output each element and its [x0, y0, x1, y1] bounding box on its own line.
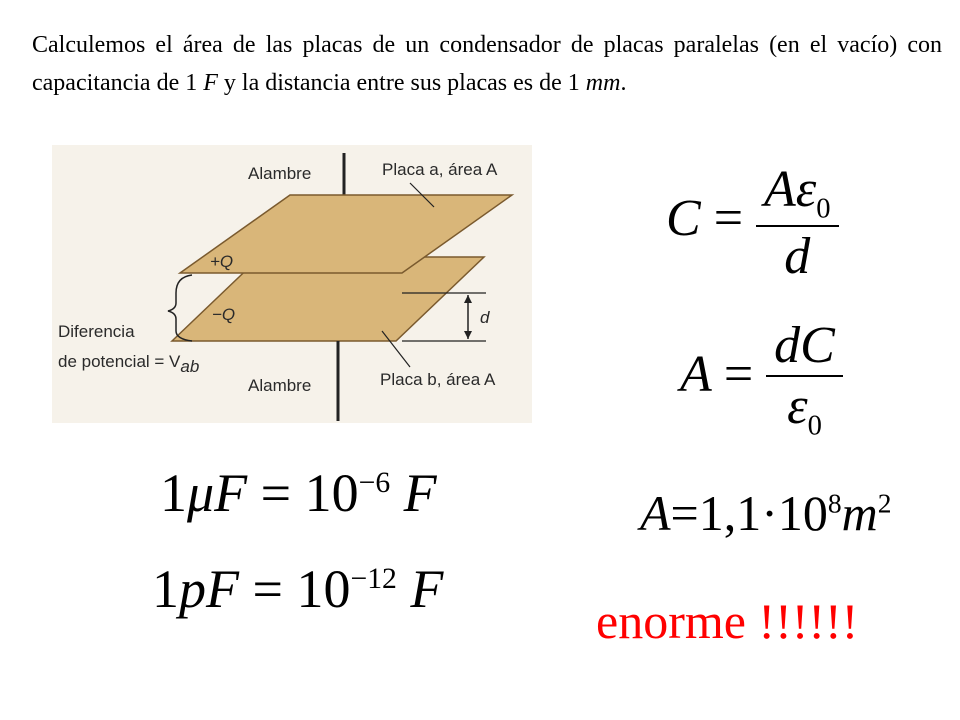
cap-fraction: $\frac{A\varepsilon_0}{d}$	[756, 160, 839, 286]
cap-denominator: d	[784, 228, 811, 286]
area-numerator: dC	[774, 317, 835, 374]
pico-farad-conversion: $1pF = 10^{-12}$ F	[152, 559, 444, 619]
area-lhs: A	[680, 346, 711, 404]
enorme-exclamation: enorme !!!!!!	[596, 593, 859, 649]
problem-statement: Calculemos el área de las placas de un condensador de placas paralelas (en el vacío) con capacitancia de 1 F y la distancia entre sus placas es de 1 mm.	[32, 32, 942, 96]
cap-equals: =	[713, 190, 744, 248]
area-result: $A=1,1\cdot 10^8m^2$	[640, 485, 892, 541]
label-plate-a: Placa a, área A	[382, 160, 498, 179]
label-wire-bottom: Alambre	[248, 376, 312, 395]
label-plus-q: +Q	[210, 252, 234, 271]
area-equals: =	[723, 346, 754, 404]
area-formula	[680, 316, 843, 442]
cap-numerator: Aε	[764, 161, 817, 218]
label-wire-top: Alambre	[248, 164, 312, 183]
capacitance-formula	[666, 160, 839, 286]
cap-lhs: C	[666, 190, 701, 248]
label-difference: Diferencia	[58, 322, 135, 341]
label-distance: d	[480, 308, 490, 327]
label-plate-b: Placa b, área A	[380, 370, 496, 389]
capacitor-diagram	[52, 145, 532, 423]
area-denominator: ε	[787, 378, 808, 435]
area-fraction: $\frac{dC}{\varepsilon_0}$	[766, 316, 843, 442]
label-potential: de potencial = Vab	[58, 352, 200, 376]
micro-farad-conversion: $1\mu F = 10^{-6}$ F	[160, 463, 437, 523]
label-minus-q: −Q	[212, 305, 236, 324]
